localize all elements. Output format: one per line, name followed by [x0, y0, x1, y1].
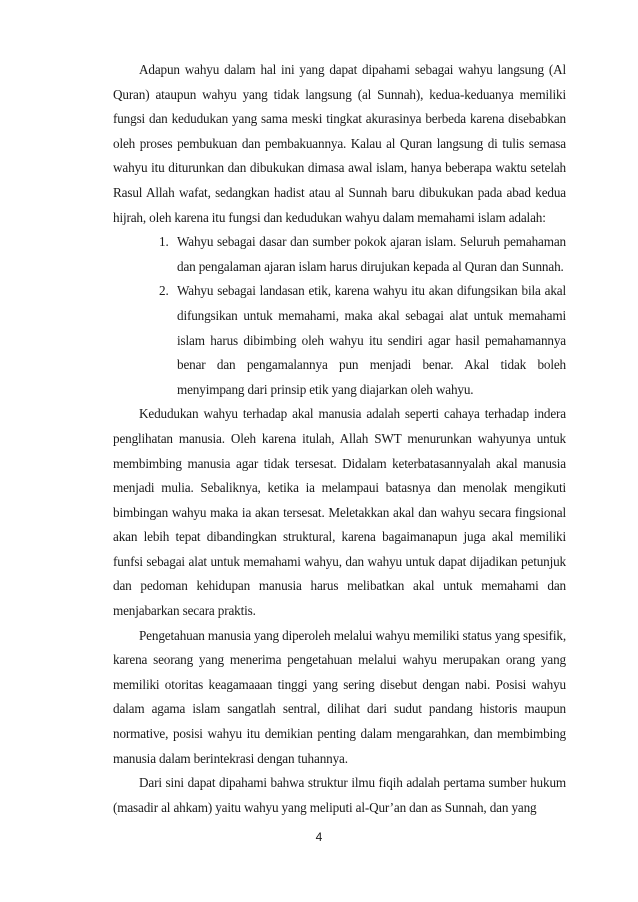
list-item-text: Wahyu sebagai landasan etik, karena wahyu itu akan difungsikan bila akal difungsikan untuk memahami, maka akal sebagai alat untuk memahami islam harus dibimbing oleh wahyu itu sendiri agar hasil pemahamannya benar dan pengamalannya pun menjadi benar. Akal tidak boleh menyimpang dari prinsip etik yang diajarkan oleh wahyu. [177, 283, 566, 397]
list-item-number: 1. [159, 234, 169, 250]
paragraph: Kedudukan wahyu terhadap akal manusia adalah seperti cahaya terhadap indera penglihatan manusia. Oleh karena itulah, Allah SWT menurunkan wahyunya untuk membimbing manusia agar tidak tersesat. Didalam keterbatasannyalah akal manusia menjadi mulia. Sebaliknya, ketika ia melampaui batasnya dan menolak mengikuti bimbingan wahyu maka ia akan tersesat. Meletakkan akal dan wahyu secara fingsional akan lebih tepat dibandingkan struktural, karena bagaimanapun juga akal memiliki funfsi sebagai alat untuk memahami wahyu, dan wahyu untuk dapat dijadikan petunjuk dan pedoman kehidupan manusia harus melibatkan akal untuk memahami dan menjabarkan secara praktis. [113, 406, 566, 619]
list-item [159, 230, 566, 279]
paragraph: Pengetahuan manusia yang diperoleh melalui wahyu memiliki status yang spesifik, karena seorang yang menerima pengetahuan melalui wahyu merupakan orang yang memiliki otoritas keagamaaan tinggi yang sering disebut dengan nabi. Posisi wahyu dalam agama islam sangatlah sentral, dilihat dari sudut pandang historis maupun normative, posisi wahyu itu demikian penting dalam mengarahkan, dan membimbing manusia dalam berintekrasi dengan tuhannya. [113, 627, 566, 766]
paragraph: Adapun wahyu dalam hal ini yang dapat dipahami sebagai wahyu langsung (Al Quran) ataupun wahyu yang tidak langsung (al Sunnah), kedua-keduanya memiliki fungsi dan kedudukan yang sama meski tingkat akurasinya berbeda karena disebabkan oleh proses pembukuan dan pembakuannya. Kalau al Quran langsung di tulis semasa wahyu itu diturunkan dan dibukukan dimasa awal islam, hanya beberapa waktu setelah Rasul Allah wafat, sedangkan hadist atau al Sunnah baru dibukukan pada abad kedua hijrah, oleh karena itu fungsi dan kedudukan wahyu dalam memahami islam adalah: [113, 62, 566, 225]
page-number: 4 [315, 830, 323, 844]
paragraph: Dari sini dapat dipahami bahwa struktur ilmu fiqih adalah pertama sumber hukum (masadir al ahkam) yaitu wahyu yang meliputi al-Qur’an dan as Sunnah, dan yang [113, 775, 566, 815]
list-item-number: 2. [159, 283, 169, 299]
list-item [159, 279, 566, 402]
list-item-text: Wahyu sebagai dasar dan sumber pokok ajaran islam. Seluruh pemahaman dan pengalaman ajaran islam harus dirujukan kepada al Quran dan Sunnah. [177, 234, 566, 274]
page-body [113, 58, 566, 820]
numbered-list [113, 230, 566, 402]
